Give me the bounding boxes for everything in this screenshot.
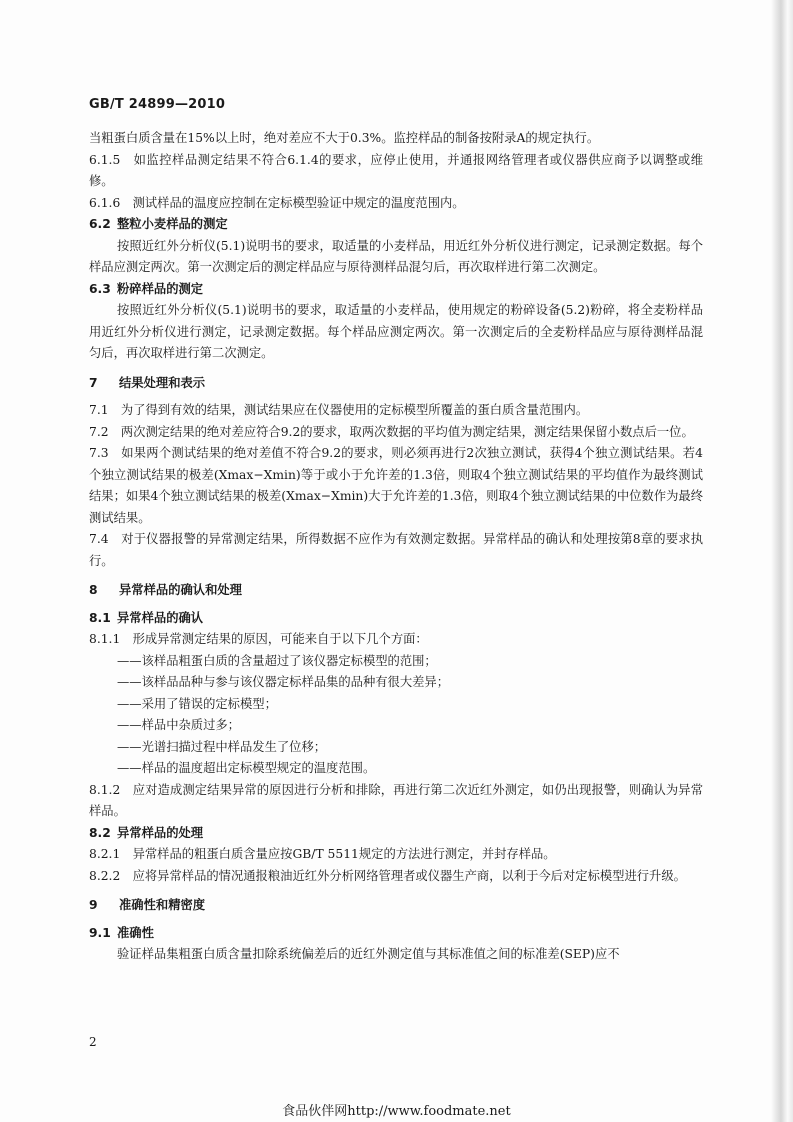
- heading-number: 9: [89, 898, 98, 912]
- standard-code: GB/T 24899—2010: [89, 97, 226, 112]
- paragraph: 7.1 为了得到有效的结果，测试结果应在仪器使用的定标模型所覆盖的蛋白质含量范围内。: [89, 403, 589, 417]
- heading-title: 异常样品的确认: [117, 610, 204, 625]
- subsection-heading: [89, 923, 703, 945]
- heading-title: 准确性: [117, 925, 154, 940]
- heading-number: 8: [89, 583, 98, 597]
- paragraph: 8.2.2 应将异常样品的情况通报粮油近红外分析网络管理者或仪器生产商，以利于今后对定标模型进行升级。: [89, 868, 686, 883]
- list-item: ——样品中杂质过多；: [117, 718, 240, 732]
- section-heading: [89, 580, 703, 602]
- heading-number: 7: [89, 375, 98, 390]
- heading-number: 8.1: [89, 610, 111, 625]
- scan-edge-shadow: [771, 0, 793, 1122]
- list-item: ——该样品粗蛋白质的含量超过了该仪器定标模型的范围；: [117, 653, 437, 668]
- body-text: [89, 128, 703, 966]
- subsection-heading: [89, 279, 703, 301]
- page-number: 2: [89, 1035, 97, 1049]
- paragraph: 按照近红外分析仪(5.1)说明书的要求，取适量的小麦样品，用近红外分析仪进行测定，记录测定数据。每个样品应测定两次。第一次测定后的测定样品应与原待测样品混匀后，再次取样进行第二次测定。: [89, 238, 703, 274]
- heading-title: 整粒小麦样品的测定: [117, 217, 228, 231]
- paragraph: 6.1.5 如监控样品测定结果不符合6.1.4的要求，应停止使用，并通报网络管理者或仪器供应商予以调整或维修。: [89, 152, 703, 188]
- subsection-heading: [89, 823, 703, 845]
- heading-number: 6.3: [89, 281, 111, 296]
- list-item: ——光谱扫描过程中样品发生了位移；: [117, 739, 327, 754]
- paragraph: 7.2 两次测定结果的绝对差应符合9.2的要求，取两次数据的平均值为测定结果，测定结果保留小数点后一位。: [89, 424, 694, 439]
- heading-title: 结果处理和表示: [119, 375, 206, 390]
- heading-number: 6.2: [89, 217, 111, 231]
- paragraph: 8.2.1 异常样品的粗蛋白质含量应按GB/T 5511规定的方法进行测定，并封存样品。: [89, 847, 556, 861]
- heading-title: 准确性和精密度: [119, 898, 206, 912]
- paragraph: 7.4 对于仪器报警的异常测定结果，所得数据不应作为有效测定数据。异常样品的确认和处理按第8章的要求执行。: [89, 532, 703, 568]
- heading-title: 异常样品的处理: [117, 825, 204, 840]
- heading-title: 异常样品的确认和处理: [119, 583, 242, 597]
- list-item: ——该样品品种与参与该仪器定标样品集的品种有很大差异；: [117, 675, 450, 689]
- heading-number: 9.1: [89, 925, 111, 940]
- list-item: ——采用了错误的定标模型；: [117, 696, 277, 711]
- footer-watermark: 食品伙伴网http://www.foodmate.net: [282, 1104, 511, 1119]
- paragraph: 验证样品集粗蛋白质含量扣除系统偏差后的近红外测定值与其标准值之间的标准差(SEP)应不: [117, 947, 620, 961]
- section-heading: [89, 895, 703, 917]
- heading-title: 粉碎样品的测定: [117, 281, 204, 296]
- paragraph: 7.3 如果两个测试结果的绝对差值不符合9.2的要求，则必须再进行2次独立测试，获得4个独立测试结果。若4个独立测试结果的极差(Xmax−Xmin)等于或小于允许差的1.3倍，则取4个独立测试结果的平均值作为最终测试结果；如果4个独立测试结果的极差(Xmax−Xmin)大于允许差的1.3倍，则取4个独立测试结果的中位数作为最终测试结果。: [89, 446, 703, 525]
- paragraph: 当粗蛋白质含量在15%以上时，绝对差应不大于0.3%。监控样品的制备按附录A的规定执行。: [89, 131, 600, 145]
- heading-number: 8.2: [89, 825, 111, 840]
- paragraph: 8.1.1 形成异常测定结果的原因，可能来自于以下几个方面：: [89, 632, 428, 646]
- subsection-heading: [89, 608, 703, 630]
- section-heading: [89, 373, 703, 395]
- paragraph: 6.1.6 测试样品的温度应控制在定标模型验证中规定的温度范围内。: [89, 195, 465, 210]
- paragraph: 8.1.2 应对造成测定结果异常的原因进行分析和排除，再进行第二次近红外测定，如仍出现报警，则确认为异常样品。: [89, 782, 703, 818]
- subsection-heading: [89, 214, 703, 236]
- paragraph: 按照近红外分析仪(5.1)说明书的要求，取适量的小麦样品，使用规定的粉碎设备(5.2)粉碎，将全麦粉样品用近红外分析仪进行测定，记录测定数据。每个样品应测定两次。第一次测定后的全麦粉样品应与原待测样品混匀后，再次取样进行第二次测定。: [89, 303, 703, 360]
- list-item: ——样品的温度超出定标模型规定的温度范围。: [117, 761, 376, 775]
